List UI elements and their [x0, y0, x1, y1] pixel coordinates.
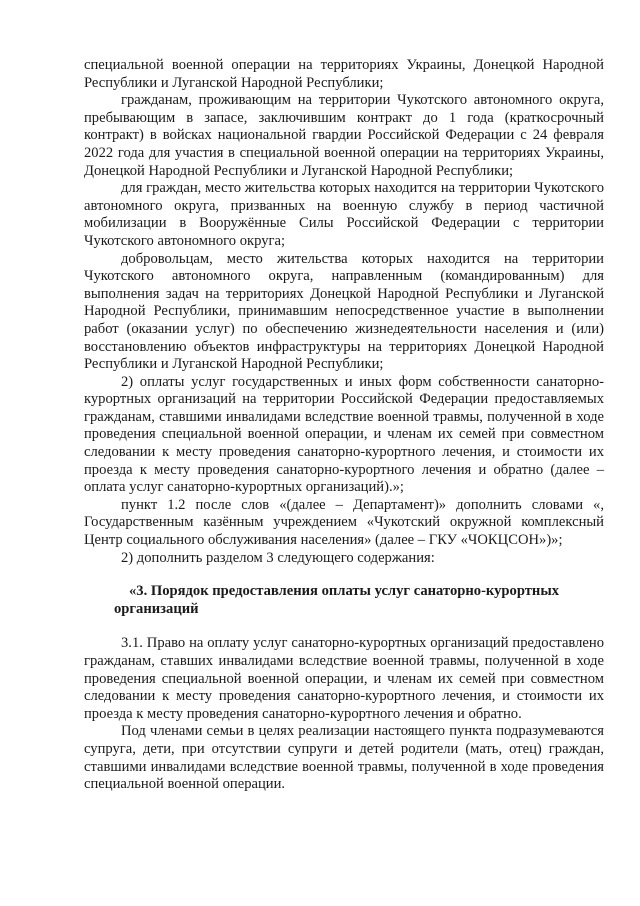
paragraph: 2) оплаты услуг государственных и иных форм собственности санаторно-курортных организаций на территории Российской Федерации предоставляемых гражданам, ставшими инвалидами вследствие военной травмы, полученной в ходе проведения специальной военной операции, и членам их семей при совместном следовании к месту проведения санаторно-курортного лечения, и стоимости их проезда к месту проведения санаторно-курортного лечения и обратно (далее – оплата услуг санаторно-курортных организаций).»;	[84, 373, 604, 496]
section-heading: «3. Порядок предоставления оплаты услуг санаторно-курортных организаций	[114, 583, 560, 617]
paragraph: гражданам, проживающим на территории Чукотского автономного округа, пребывающим в запасе, заключившим контракт до 1 года (краткосрочный контракт) в войсках национальной гвардии Российской Федерации с 24 февраля 2022 года для участия в специальной военной операции на территориях Украины, Донецкой Народной Республики и Луганской Народной Республики;	[84, 92, 604, 179]
document-body-bottom	[84, 635, 604, 793]
paragraph: специальной военной операции на территориях Украины, Донецкой Народной Республики и Луганской Народной Республики;	[84, 57, 604, 91]
paragraph: для граждан, место жительства которых находится на территории Чукотского автономного округа, призванных на военную службу в период частичной мобилизации в Вооружённые Силы Российской Федерации с территории Чукотского автономного округа;	[84, 180, 604, 249]
paragraph: Под членами семьи в целях реализации настоящего пункта подразумеваются супруга, дети, при отсутствии супруги и детей родители (мать, отец) граждан, ставшими инвалидами вследствие военной травмы, полученной в ходе проведения специальной военной операции.	[84, 723, 604, 793]
document-body-top	[84, 57, 604, 567]
paragraph: добровольцам, место жительства которых находится на территории Чукотского автономного округа, направленным (командированным) для выполнения задач на территориях Донецкой Народной Республики и Луганской Народной Республики, принимавшим непосредственное участие в выполнении работ (оказании услуг) по обеспечению жизнедеятельности населения и (или) восстановлению объектов инфраструктуры на территориях Донецкой Народной Республики и Луганской Народной Республики;	[84, 250, 604, 373]
paragraph: пункт 1.2 после слов «(далее – Департамент)» дополнить словами «, Государственным казённым учреждением «Чукотский окружной комплексный Центр социального обслуживания населения» (далее – ГКУ «ЧОКЦСОН»)»;	[84, 496, 604, 549]
paragraph: 2) дополнить разделом 3 следующего содержания:	[121, 549, 435, 566]
paragraph: 3.1. Право на оплату услуг санаторно-курортных организаций предоставлено гражданам, ставших инвалидами вследствие военной травмы, полученной в ходе проведения специальной военной операции, и членам их семей при совместном следовании к месту проведения санаторно-курортного лечения, и стоимости их проезда к месту проведения санаторно-курортного лечения и обратно.	[84, 635, 604, 722]
